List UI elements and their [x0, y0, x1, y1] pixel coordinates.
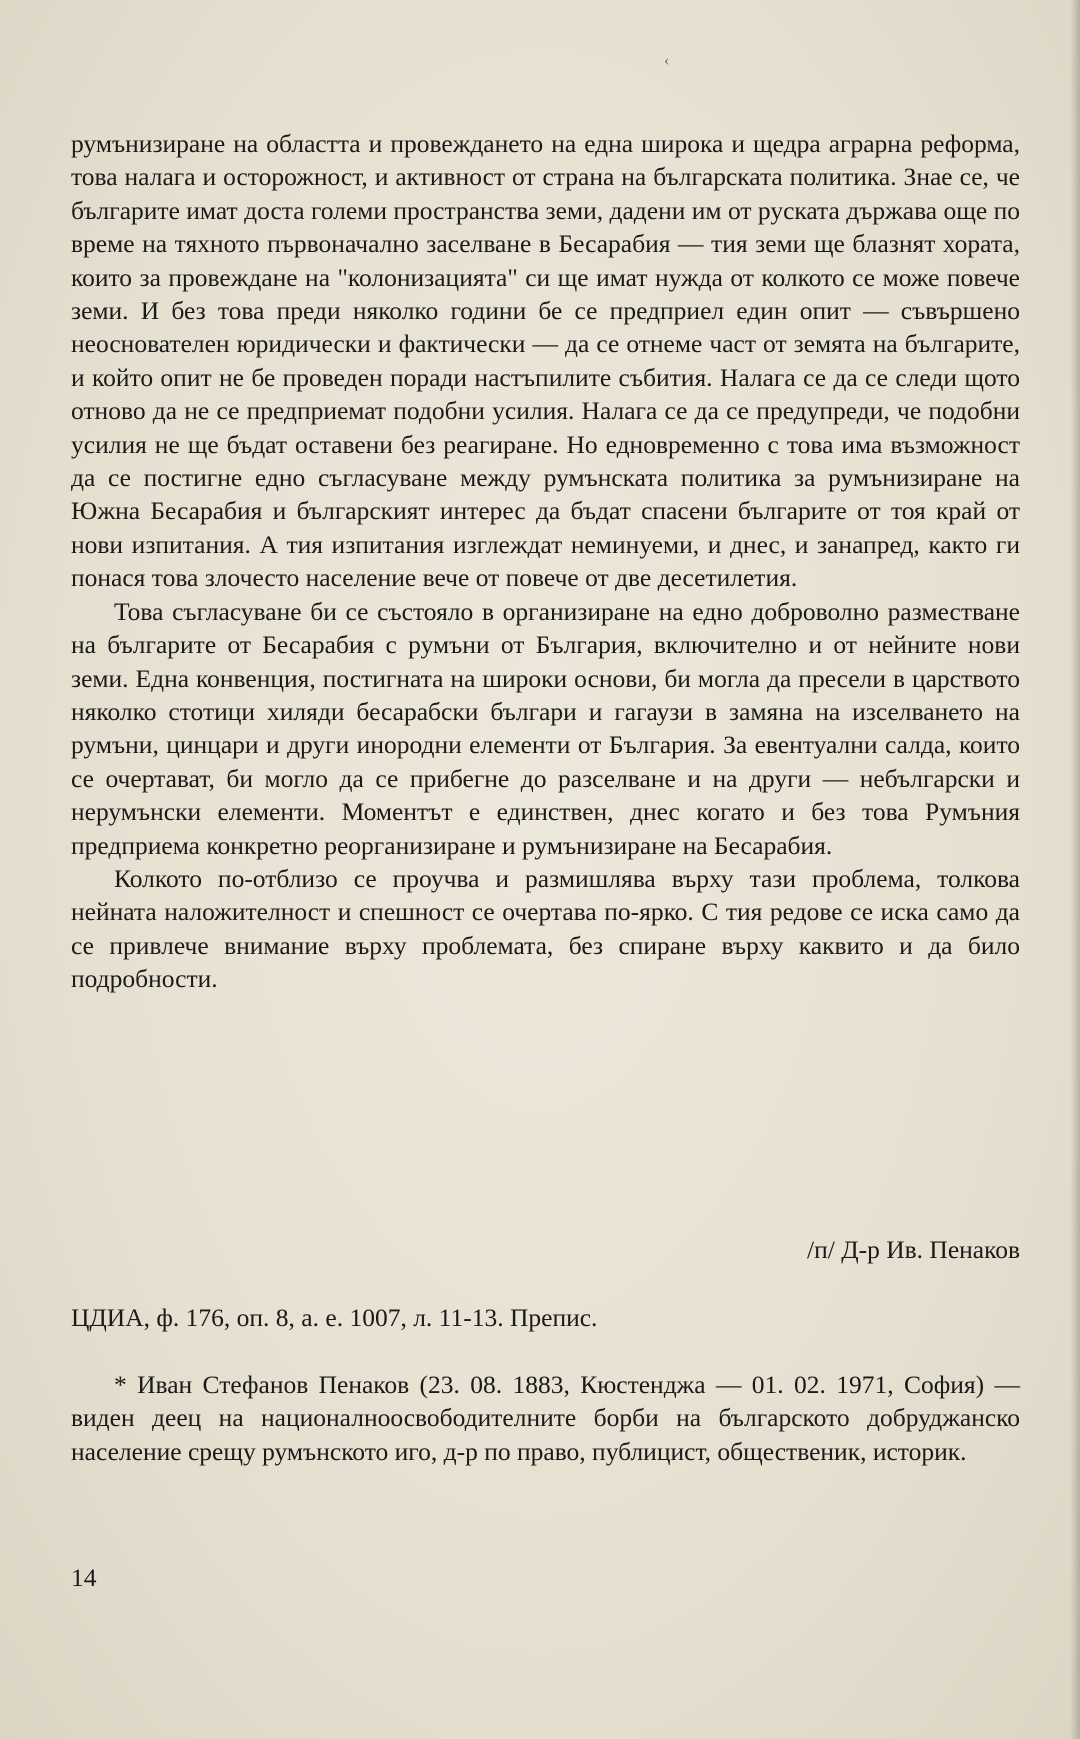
page-edge-shadow: [1070, 0, 1080, 1739]
signature: /п/ Д-р Ив. Пенаков: [807, 1235, 1020, 1264]
archive-source: ЦДИА, ф. 176, оп. 8, а. е. 1007, л. 11-13. Препис.: [71, 1303, 598, 1332]
footnote: * Иван Стефанов Пенаков (23. 08. 1883, Кюстенджа — 01. 02. 1971, София) — виден деец на националноосвободителните борби на българското добруджанско население срещу румънското иго, д-р по право, публицист, общественик, историк.: [71, 1370, 1020, 1466]
page-number: 14: [71, 1563, 97, 1592]
paragraph-3: Колкото по-отблизо се проучва и размишлява върху тази проблема, толкова нейната наложителност и спешност се очертава по-ярко. С тия редове се иска само да се привлече внимание върху проблемата, без спиране върху каквито и да било подробности.: [71, 863, 1020, 994]
top-print-mark: ‹: [664, 52, 670, 69]
paragraph-1: румънизиране на областта и провеждането на една широка и щедра аграрна реформа, това налага и осторожност, и активност от страна на българската политика. Знае се, че българите имат доста големи пространства земи, дадени им от руската държава още по време на тяхното първоначално заселване в Бесарабия — тия земи ще блазнят хората, които за провеждане на "колонизацията" си ще имат нужда от колкото се може повече земи. И без това преди няколко години бе се предприел един опит — съвършено неоснователен юридически и фактически — да се отнеме част от земята на българите, и който опит не бе проведен поради настъпилите събития. Налага се да се следи щото отново да не се предприемат подобни усилия. Налага се да се предупреди, че подобни усилия не ще бъдат оставени без реагиране. Но едновременно с това има възможност да се постигне едно съгласуване между румънската политика за румънизиране на Южна Бесарабия и българският интерес да бъдат спасени българите от тоя край от нови изпитания. А тия изпитания изглеждат неминуеми, и днес, и занапред, както ги понася това злочесто население вече от повече от две десетилетия.: [71, 129, 1020, 593]
main-text: [71, 127, 1020, 996]
paragraph-2: Това съгласуване би се състояло в организиране на едно доброволно разместване на българите от Бесарабия с румъни от България, включително и от нейните нови земи. Една конвенция, постигната на широки основи, би могла да пресели в царството няколко стотици хиляди бесарабски българи и гагаузи в замяна на изселването на румъни, цинцари и други инородни елементи от България. За евентуални салда, които се очертават, би могло да се прибегне до разселване и на други — небългарски и нерумънски елементи. Моментът е единствен, днес когато и без това Румъния предприема конкретно реорганизиране и румънизиране на Бесарабия.: [71, 596, 1020, 860]
